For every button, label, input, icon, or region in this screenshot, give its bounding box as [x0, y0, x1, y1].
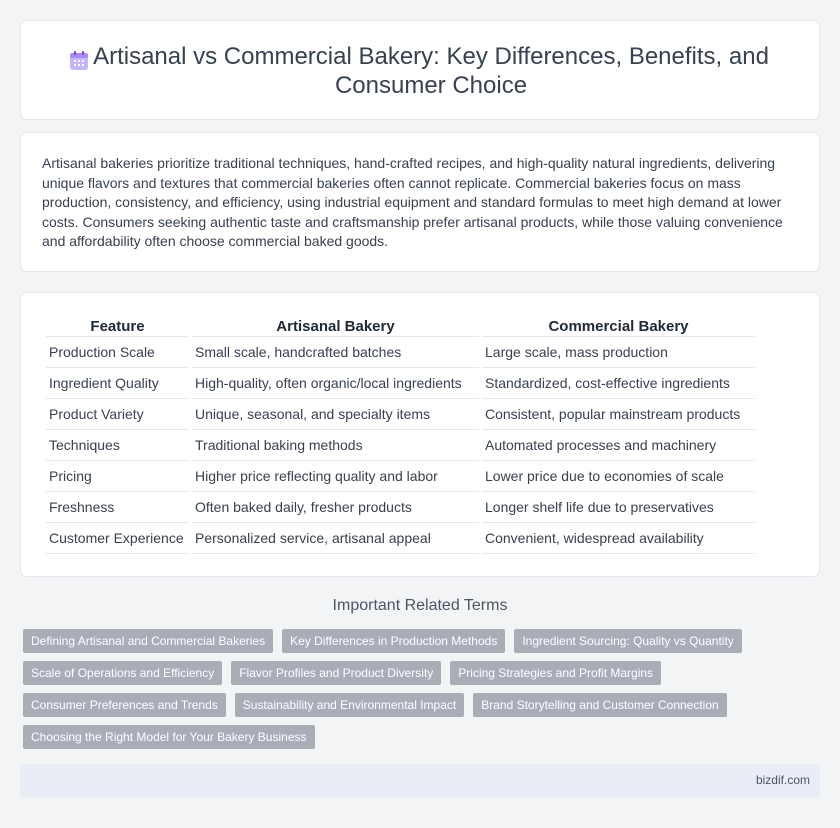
- tag-link[interactable]: Flavor Profiles and Product Diversity: [231, 661, 441, 685]
- table-row: [46, 523, 755, 554]
- row-feature: Customer Experience: [46, 523, 189, 554]
- row-feature: Ingredient Quality: [46, 368, 189, 399]
- tag-link[interactable]: Pricing Strategies and Profit Margins: [450, 661, 661, 685]
- footer-brand-link[interactable]: bizdif.com: [755, 773, 810, 787]
- row-commercial: Automated processes and machinery: [482, 430, 755, 461]
- row-artisanal: Traditional baking methods: [192, 430, 479, 461]
- tag-link[interactable]: Ingredient Sourcing: Quality vs Quantity: [514, 629, 741, 653]
- row-commercial: Convenient, widespread availability: [482, 523, 755, 554]
- table-row: [46, 430, 755, 461]
- tag-link[interactable]: Choosing the Right Model for Your Bakery Business: [23, 725, 315, 749]
- row-feature: Techniques: [46, 430, 189, 461]
- row-artisanal: Higher price reflecting quality and labor: [192, 461, 479, 492]
- row-commercial: Standardized, cost-effective ingredients: [482, 368, 755, 399]
- row-artisanal: Often baked daily, fresher products: [192, 492, 479, 523]
- header-card: [20, 20, 820, 120]
- tag-row: [23, 725, 823, 749]
- tag-row: [23, 661, 823, 685]
- table-header-row: [46, 317, 755, 337]
- row-feature: Product Variety: [46, 399, 189, 430]
- header-artisanal: Artisanal Bakery: [192, 317, 479, 337]
- tag-row: [23, 693, 823, 717]
- related-terms-tags: [23, 629, 823, 757]
- related-terms-heading: Important Related Terms: [332, 597, 508, 614]
- table-row: [46, 492, 755, 523]
- row-artisanal: High-quality, often organic/local ingredients: [192, 368, 479, 399]
- tag-link[interactable]: Defining Artisanal and Commercial Bakeries: [23, 629, 273, 653]
- intro-card: [20, 132, 820, 272]
- table-row: [46, 399, 755, 430]
- tag-link[interactable]: Sustainability and Environmental Impact: [235, 693, 464, 717]
- tag-link[interactable]: Brand Storytelling and Customer Connection: [473, 693, 726, 717]
- header-feature: Feature: [46, 317, 189, 337]
- page-title: Artisanal vs Commercial Bakery: Key Differences, Benefits, and Consumer Choice: [93, 43, 769, 99]
- row-commercial: Longer shelf life due to preservatives: [482, 492, 755, 523]
- row-artisanal: Personalized service, artisanal appeal: [192, 523, 479, 554]
- comparison-table: [43, 317, 758, 554]
- row-artisanal: Unique, seasonal, and specialty items: [192, 399, 479, 430]
- intro-paragraph: Artisanal bakeries prioritize traditional techniques, hand-crafted recipes, and high-quality natural ingredients, delivering unique flavors and textures that commercial bakeries often cannot replicate. Commercial bakeries focus on mass production, consistency, and efficiency, using industrial equipment and standard formulas to meet high demand at lower costs. Consumers seeking authentic taste and craftsmanship prefer artisanal products, while those valuing convenience and affordability often choose commercial baked goods.: [42, 155, 783, 249]
- table-row: [46, 337, 755, 368]
- tag-link[interactable]: Scale of Operations and Efficiency: [23, 661, 222, 685]
- row-artisanal: Small scale, handcrafted batches: [192, 337, 479, 368]
- row-commercial: Lower price due to economies of scale: [482, 461, 755, 492]
- row-feature: Production Scale: [46, 337, 189, 368]
- row-commercial: Large scale, mass production: [482, 337, 755, 368]
- table-row: [46, 461, 755, 492]
- tag-link[interactable]: Key Differences in Production Methods: [282, 629, 505, 653]
- row-feature: Pricing: [46, 461, 189, 492]
- row-commercial: Consistent, popular mainstream products: [482, 399, 755, 430]
- tag-row: [23, 629, 823, 653]
- row-feature: Freshness: [46, 492, 189, 523]
- comparison-card: [20, 292, 820, 577]
- footer: [20, 764, 820, 798]
- tag-link[interactable]: Consumer Preferences and Trends: [23, 693, 226, 717]
- header-commercial: Commercial Bakery: [482, 317, 755, 337]
- table-row: [46, 368, 755, 399]
